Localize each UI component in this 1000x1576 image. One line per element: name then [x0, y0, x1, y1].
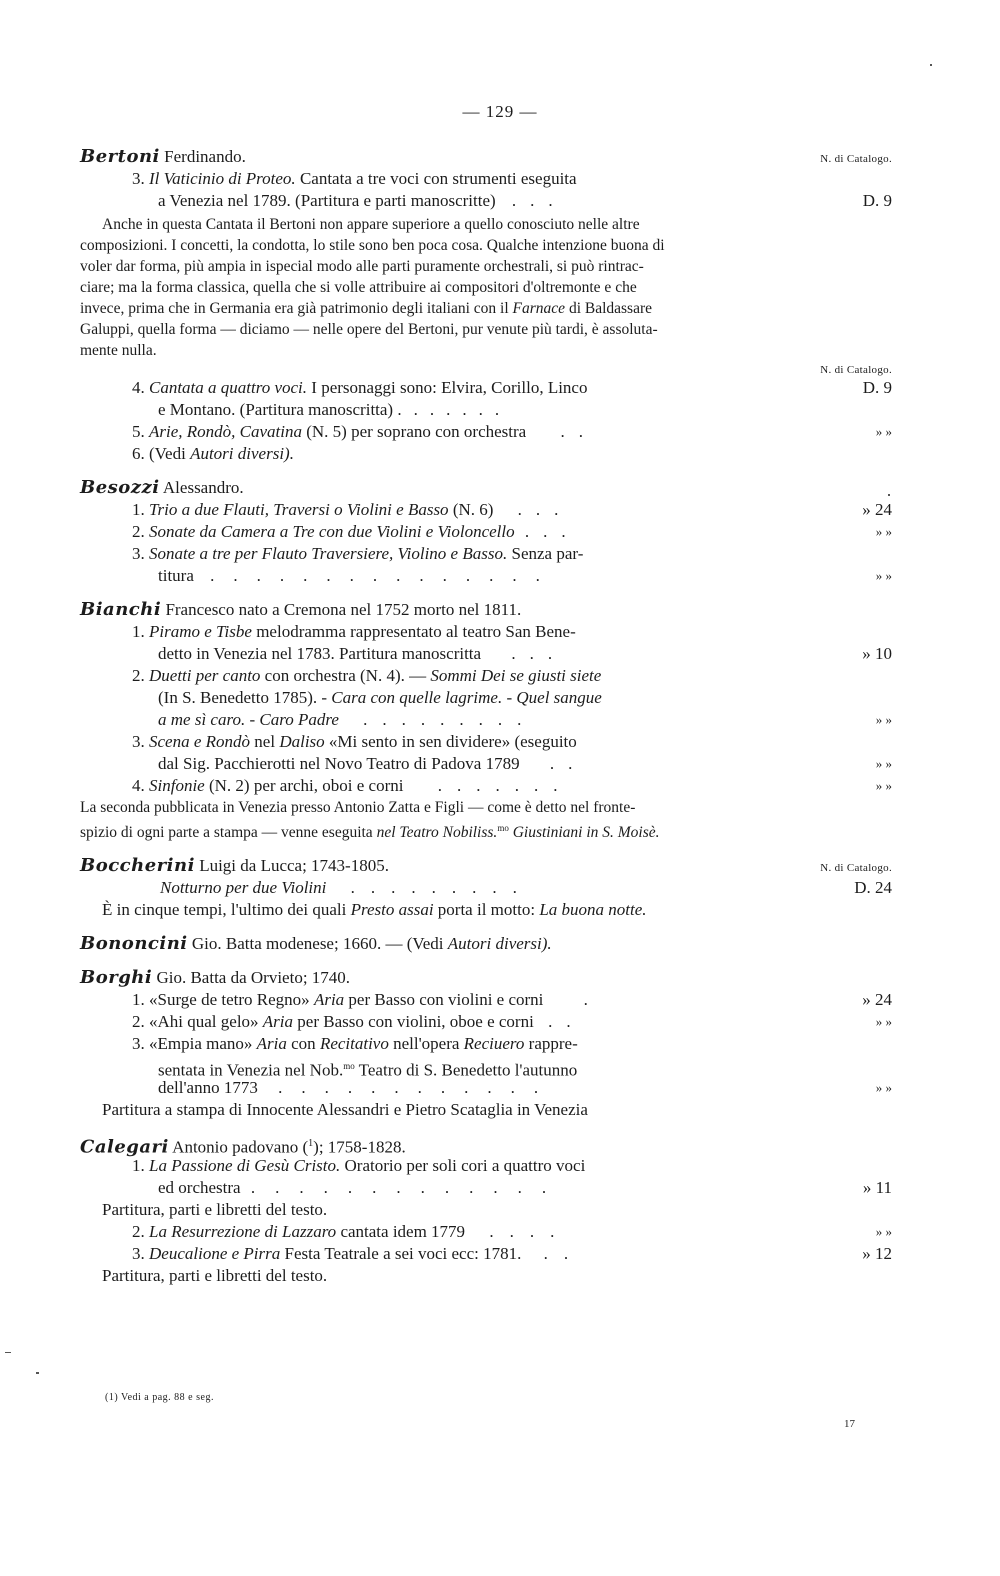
composer-details: Gio. Batta modenese; 1660. — (Vedi	[187, 934, 448, 954]
catalog-item-continuation	[80, 1055, 892, 1080]
scan-mark	[36, 1372, 39, 1374]
motto: La buona notte.	[539, 900, 647, 920]
catalog-item	[80, 665, 892, 687]
composer-name: Besozzi	[80, 477, 160, 498]
entry-header-bertoni	[80, 146, 892, 168]
item-title: Daliso	[279, 732, 325, 751]
catalog-item	[80, 1011, 892, 1033]
composer-details: ); 1758-1828.	[313, 1137, 406, 1157]
aria-title: «Ahi qual gelo»	[149, 1012, 263, 1032]
scan-mark	[888, 494, 890, 496]
entry-header-besozzi	[80, 477, 892, 499]
item-title: Notturno per due Violini	[160, 878, 327, 898]
item-number: 5.	[132, 422, 145, 441]
item-description: con orchestra (N. 4). —	[260, 666, 431, 685]
item-description: Oratorio per soli cori a quattro voci	[340, 1156, 586, 1176]
composer-name: Bianchi	[80, 599, 162, 620]
item-description: rappre-	[524, 1034, 578, 1054]
aria-title: «Surge de tetro Regno»	[149, 990, 314, 1010]
composer-details: Ferdinando.	[159, 147, 246, 166]
item-description: titura	[158, 566, 194, 585]
note-text: porta il motto:	[433, 900, 540, 920]
item-description: per Basso con violini, oboe e corni	[293, 1012, 534, 1032]
paragraph-line: composizioni. I concetti, la condotta, lo stile sono ben poca cosa. Qualche intenzione buona di	[80, 237, 665, 254]
item-description: (N. 5) per soprano con orchestra	[301, 422, 527, 441]
item-title: La Resurrezione di Lazzaro	[149, 1222, 337, 1242]
theatre-name: nel Teatro Nobiliss.	[376, 824, 498, 842]
composer-name: Bononcini	[80, 933, 188, 955]
item-description: nel	[250, 732, 280, 751]
composer-name: Calegari	[80, 1136, 169, 1158]
item-title: Aria	[262, 1012, 294, 1032]
item-number: 2.	[132, 1012, 145, 1032]
paragraph-line: La seconda pubblicata in Venezia presso Antonio Zatta e Figli — come è detto nel fronte-	[80, 799, 636, 816]
catalog-item	[80, 1243, 892, 1265]
dot-leader: ..	[543, 1244, 585, 1264]
catalog-item-continuation	[80, 709, 892, 731]
footnote: (1) Vedi a pag. 88 e seg.	[105, 1392, 214, 1403]
dot-leader: ...............	[210, 566, 559, 585]
item-description: (Vedi	[149, 444, 191, 463]
catalog-number: D. 9	[862, 378, 892, 397]
catalog-number: » »	[875, 568, 892, 583]
catalog-column-header: N. di Catalogo.	[820, 153, 892, 165]
dot-leader: ...	[517, 500, 573, 519]
item-number: 4.	[132, 378, 145, 397]
catalog-number: » 10	[862, 644, 892, 663]
item-title: Deucalione e Pirra	[149, 1244, 281, 1264]
item-number: 3.	[132, 169, 145, 188]
catalog-item	[80, 877, 892, 899]
paragraph-line: mente nulla.	[80, 342, 157, 359]
catalog-number: D. 24	[854, 878, 892, 898]
catalog-number: » 24	[862, 500, 892, 519]
item-title: Cara con quelle lagrime.	[331, 688, 503, 707]
item-description: dal Sig. Pacchierotti nel Novo Teatro di Padova 1789	[158, 754, 520, 773]
scan-mark	[5, 1352, 11, 1353]
item-description: (N. 2) per archi, oboi e corni	[204, 776, 404, 795]
paragraph-line	[80, 818, 892, 843]
catalog-number: » 12	[862, 1244, 892, 1264]
item-description: cantata idem 1779	[336, 1222, 466, 1242]
entry-header-boccherini	[80, 855, 892, 877]
dot-leader: .............	[250, 1178, 567, 1198]
item-title: a me sì caro.	[158, 710, 246, 729]
item-number: 2.	[132, 1222, 145, 1242]
item-title: Caro Padre	[259, 710, 339, 729]
catalog-column-header: N. di Catalogo.	[820, 364, 892, 376]
composer-details: Francesco nato a Cremona nel 1752 morto nel 1811.	[161, 600, 522, 619]
catalog-number: » 11	[862, 1178, 892, 1198]
paragraph-line: ciare; ma la forma classica, quella che si volle attribuire ai compositori d'oltremonte e che	[80, 279, 637, 296]
entry-header-calegari	[80, 1133, 892, 1158]
item-title: Duetti per canto	[149, 666, 261, 685]
item-title: Autori diversi).	[190, 444, 294, 463]
catalog-number: » »	[875, 1080, 892, 1096]
composer-name: Borghi	[80, 967, 153, 989]
entry-header-bononcini	[80, 933, 892, 955]
catalog-item	[80, 989, 892, 1011]
dot-leader: .......	[437, 776, 573, 795]
item-description: «Mi sento in sen dividere» (eseguito	[324, 732, 577, 751]
item-number: 3.	[132, 1034, 145, 1054]
item-number: 2.	[132, 666, 145, 685]
footnote-marker[interactable]: 1	[308, 1138, 314, 1150]
item-description: dell'anno 1773	[158, 1078, 258, 1098]
catalog-number: » »	[875, 778, 892, 793]
catalog-item	[80, 1221, 892, 1243]
item-description: I personaggi sono: Elvira, Corillo, Linco	[307, 378, 588, 397]
composer-details: Gio. Batta da Orvieto; 1740.	[152, 968, 351, 988]
dot-leader: .......	[397, 400, 512, 419]
catalog-item	[80, 543, 892, 565]
item-description: -	[502, 688, 517, 707]
catalog-item-continuation	[80, 399, 892, 421]
item-description: con	[286, 1034, 320, 1054]
catalog-item	[80, 377, 892, 399]
item-description: -	[245, 710, 260, 729]
item-title: Sommi Dei se giusti siete	[430, 666, 602, 685]
item-title: Sonate a tre per Flauto Traversiere, Violino e Basso.	[149, 544, 508, 563]
catalog-item	[80, 1155, 892, 1177]
item-title: Recitativo	[319, 1034, 389, 1054]
paragraph-line: Galuppi, quella forma — diciamo — nelle opere del Bertoni, pur venute più tardi, è assoluta-	[80, 321, 658, 338]
item-description: melodramma rappresentato al teatro San Bene-	[251, 622, 576, 641]
item-title: Trio a due Flauti, Traversi o Violini e Basso	[149, 500, 449, 519]
dot-leader: ...	[511, 644, 567, 663]
signature-mark: 17	[844, 1418, 855, 1430]
dot-leader: ............	[278, 1078, 558, 1098]
item-title: Il Vaticinio di Proteo.	[149, 169, 296, 188]
entry-note	[80, 1265, 892, 1287]
catalog-item-continuation	[80, 1177, 892, 1199]
item-number: 6.	[132, 444, 145, 463]
catalog-item	[80, 621, 892, 643]
opera-title: Farnace	[512, 300, 566, 317]
composer-details: Antonio padovano (	[168, 1137, 309, 1157]
note-text: Partitura, parti e libretti del testo.	[102, 1266, 328, 1286]
item-description: Teatro di S. Benedetto l'autunno	[354, 1060, 578, 1080]
item-description: (N. 6)	[448, 500, 494, 519]
entry-note	[80, 1199, 892, 1221]
catalog-item	[80, 443, 892, 465]
dot-leader: ....	[489, 1222, 571, 1242]
item-description: sentata in Venezia nel Nob.	[158, 1060, 344, 1080]
item-number: 3.	[132, 732, 145, 751]
catalog-number: » »	[875, 1014, 892, 1030]
item-title: La Passione di Gesù Cristo.	[149, 1156, 341, 1176]
catalog-column-header: N. di Catalogo.	[820, 862, 892, 875]
catalog-number: » 24	[862, 990, 892, 1010]
dot-leader: ..	[549, 754, 587, 773]
catalog-number: » »	[875, 524, 892, 539]
catalog-number: D. 9	[862, 191, 892, 210]
catalog-content	[80, 146, 892, 1287]
catalog-item-continuation	[80, 1077, 892, 1099]
composer-details: Alessandro.	[159, 478, 244, 497]
paragraph-text: di Baldassare	[565, 300, 653, 317]
catalog-item	[80, 168, 892, 190]
item-title: Sonate da Camera a Tre con due Violini e Violoncello	[149, 522, 515, 541]
catalog-item	[80, 499, 892, 521]
item-description: nell'opera	[388, 1034, 464, 1054]
catalog-item-continuation	[80, 643, 892, 665]
composer-name: Boccherini	[80, 855, 195, 877]
dot-leader: ..	[560, 422, 597, 441]
item-title: Arie, Rondò, Cavatina	[149, 422, 302, 441]
item-description: Festa Teatrale a sei voci ecc: 1781.	[280, 1244, 522, 1264]
item-description: ed orchestra	[158, 1178, 241, 1198]
item-title: Aria	[256, 1034, 287, 1054]
item-title: Aria	[313, 990, 345, 1010]
item-number: 1.	[132, 1156, 145, 1176]
catalog-item-continuation	[80, 753, 892, 775]
catalog-item	[80, 775, 892, 797]
item-number: 3.	[132, 1244, 145, 1264]
paragraph-line: Anche in questa Cantata il Bertoni non appare superiore a quello conosciuto nelle altre	[102, 216, 640, 233]
paragraph-text: spizio di ogni parte a stampa — venne eseguita	[80, 824, 377, 842]
paragraph-text: invece, prima che in Germania era già patrimonio degli italiani con il	[80, 300, 513, 317]
entry-header-bianchi	[80, 599, 892, 621]
item-number: 2.	[132, 522, 145, 541]
item-number: 1.	[132, 500, 145, 519]
catalog-header-row	[80, 361, 892, 377]
catalog-item-continuation	[80, 565, 892, 587]
catalog-item	[80, 1033, 892, 1055]
catalog-item	[80, 731, 892, 753]
item-description: (In S. Benedetto 1785). -	[158, 688, 332, 707]
item-number: 3.	[132, 544, 145, 563]
item-title: Quel sangue	[516, 688, 602, 707]
item-title: Cantata a quattro voci.	[149, 378, 308, 397]
paragraph-line: voler dar forma, più ampia in ispecial modo alle parti puramente orchestrali, si può rintrac-	[80, 258, 644, 275]
dot-leader: .........	[363, 710, 537, 729]
cross-reference: Autori diversi).	[447, 934, 552, 954]
catalog-number: » »	[875, 424, 892, 439]
item-number: 1.	[132, 990, 145, 1010]
item-number: 4.	[132, 776, 145, 795]
catalog-item-continuation	[80, 190, 892, 212]
item-description: Cantata a tre voci con strumenti eseguita	[295, 169, 577, 188]
catalog-number: » »	[875, 712, 892, 727]
superscript: mo	[343, 1061, 355, 1072]
commentary-paragraph	[80, 214, 892, 361]
composer-details: Luigi da Lucca; 1743-1805.	[194, 856, 389, 876]
note-text: È in cinque tempi, l'ultimo dei quali	[102, 900, 351, 920]
item-title: Scena e Rondò	[149, 732, 251, 751]
catalog-item	[80, 521, 892, 543]
item-description: per Basso con violini e corni	[344, 990, 544, 1010]
note-text: Partitura, parti e libretti del testo.	[102, 1200, 328, 1220]
catalog-item	[80, 421, 892, 443]
entry-header-borghi	[80, 967, 892, 989]
scan-mark	[930, 64, 932, 66]
tempo-marking: Presto assai	[350, 900, 434, 920]
catalog-number: » »	[875, 756, 892, 771]
item-number: 1.	[132, 622, 145, 641]
catalog-item-continuation	[80, 687, 892, 709]
item-title: Piramo e Tisbe	[149, 622, 252, 641]
page-number: — 129 —	[462, 102, 538, 121]
item-description: detto in Venezia nel 1783. Partitura manoscritta	[158, 644, 482, 663]
entry-note	[80, 1099, 892, 1121]
item-description: Senza par-	[507, 544, 584, 563]
dot-leader: ...	[511, 191, 567, 210]
item-description: e Montano. (Partitura manoscritta)	[158, 400, 394, 419]
opera-title: Reciuero	[463, 1034, 525, 1054]
item-title: Sinfonie	[149, 776, 205, 795]
superscript: mo	[497, 823, 509, 833]
aria-title: «Empia mano»	[149, 1034, 257, 1054]
dot-leader: ..	[548, 1012, 585, 1032]
dot-leader: .	[583, 990, 588, 1010]
dot-leader: .........	[350, 878, 533, 898]
dot-leader: ...	[524, 522, 580, 541]
note-text: Partitura a stampa di Innocente Alessandri e Pietro Scataglia in Venezia	[102, 1100, 588, 1120]
commentary-paragraph	[80, 797, 892, 843]
composer-name: Bertoni	[80, 146, 160, 167]
paragraph-line	[80, 298, 892, 319]
entry-note	[80, 899, 892, 921]
theatre-name: Giustiniani in S. Moisè.	[508, 824, 660, 842]
item-description: a Venezia nel 1789. (Partitura e parti manoscritte)	[158, 191, 496, 210]
catalog-number: » »	[875, 1224, 892, 1240]
